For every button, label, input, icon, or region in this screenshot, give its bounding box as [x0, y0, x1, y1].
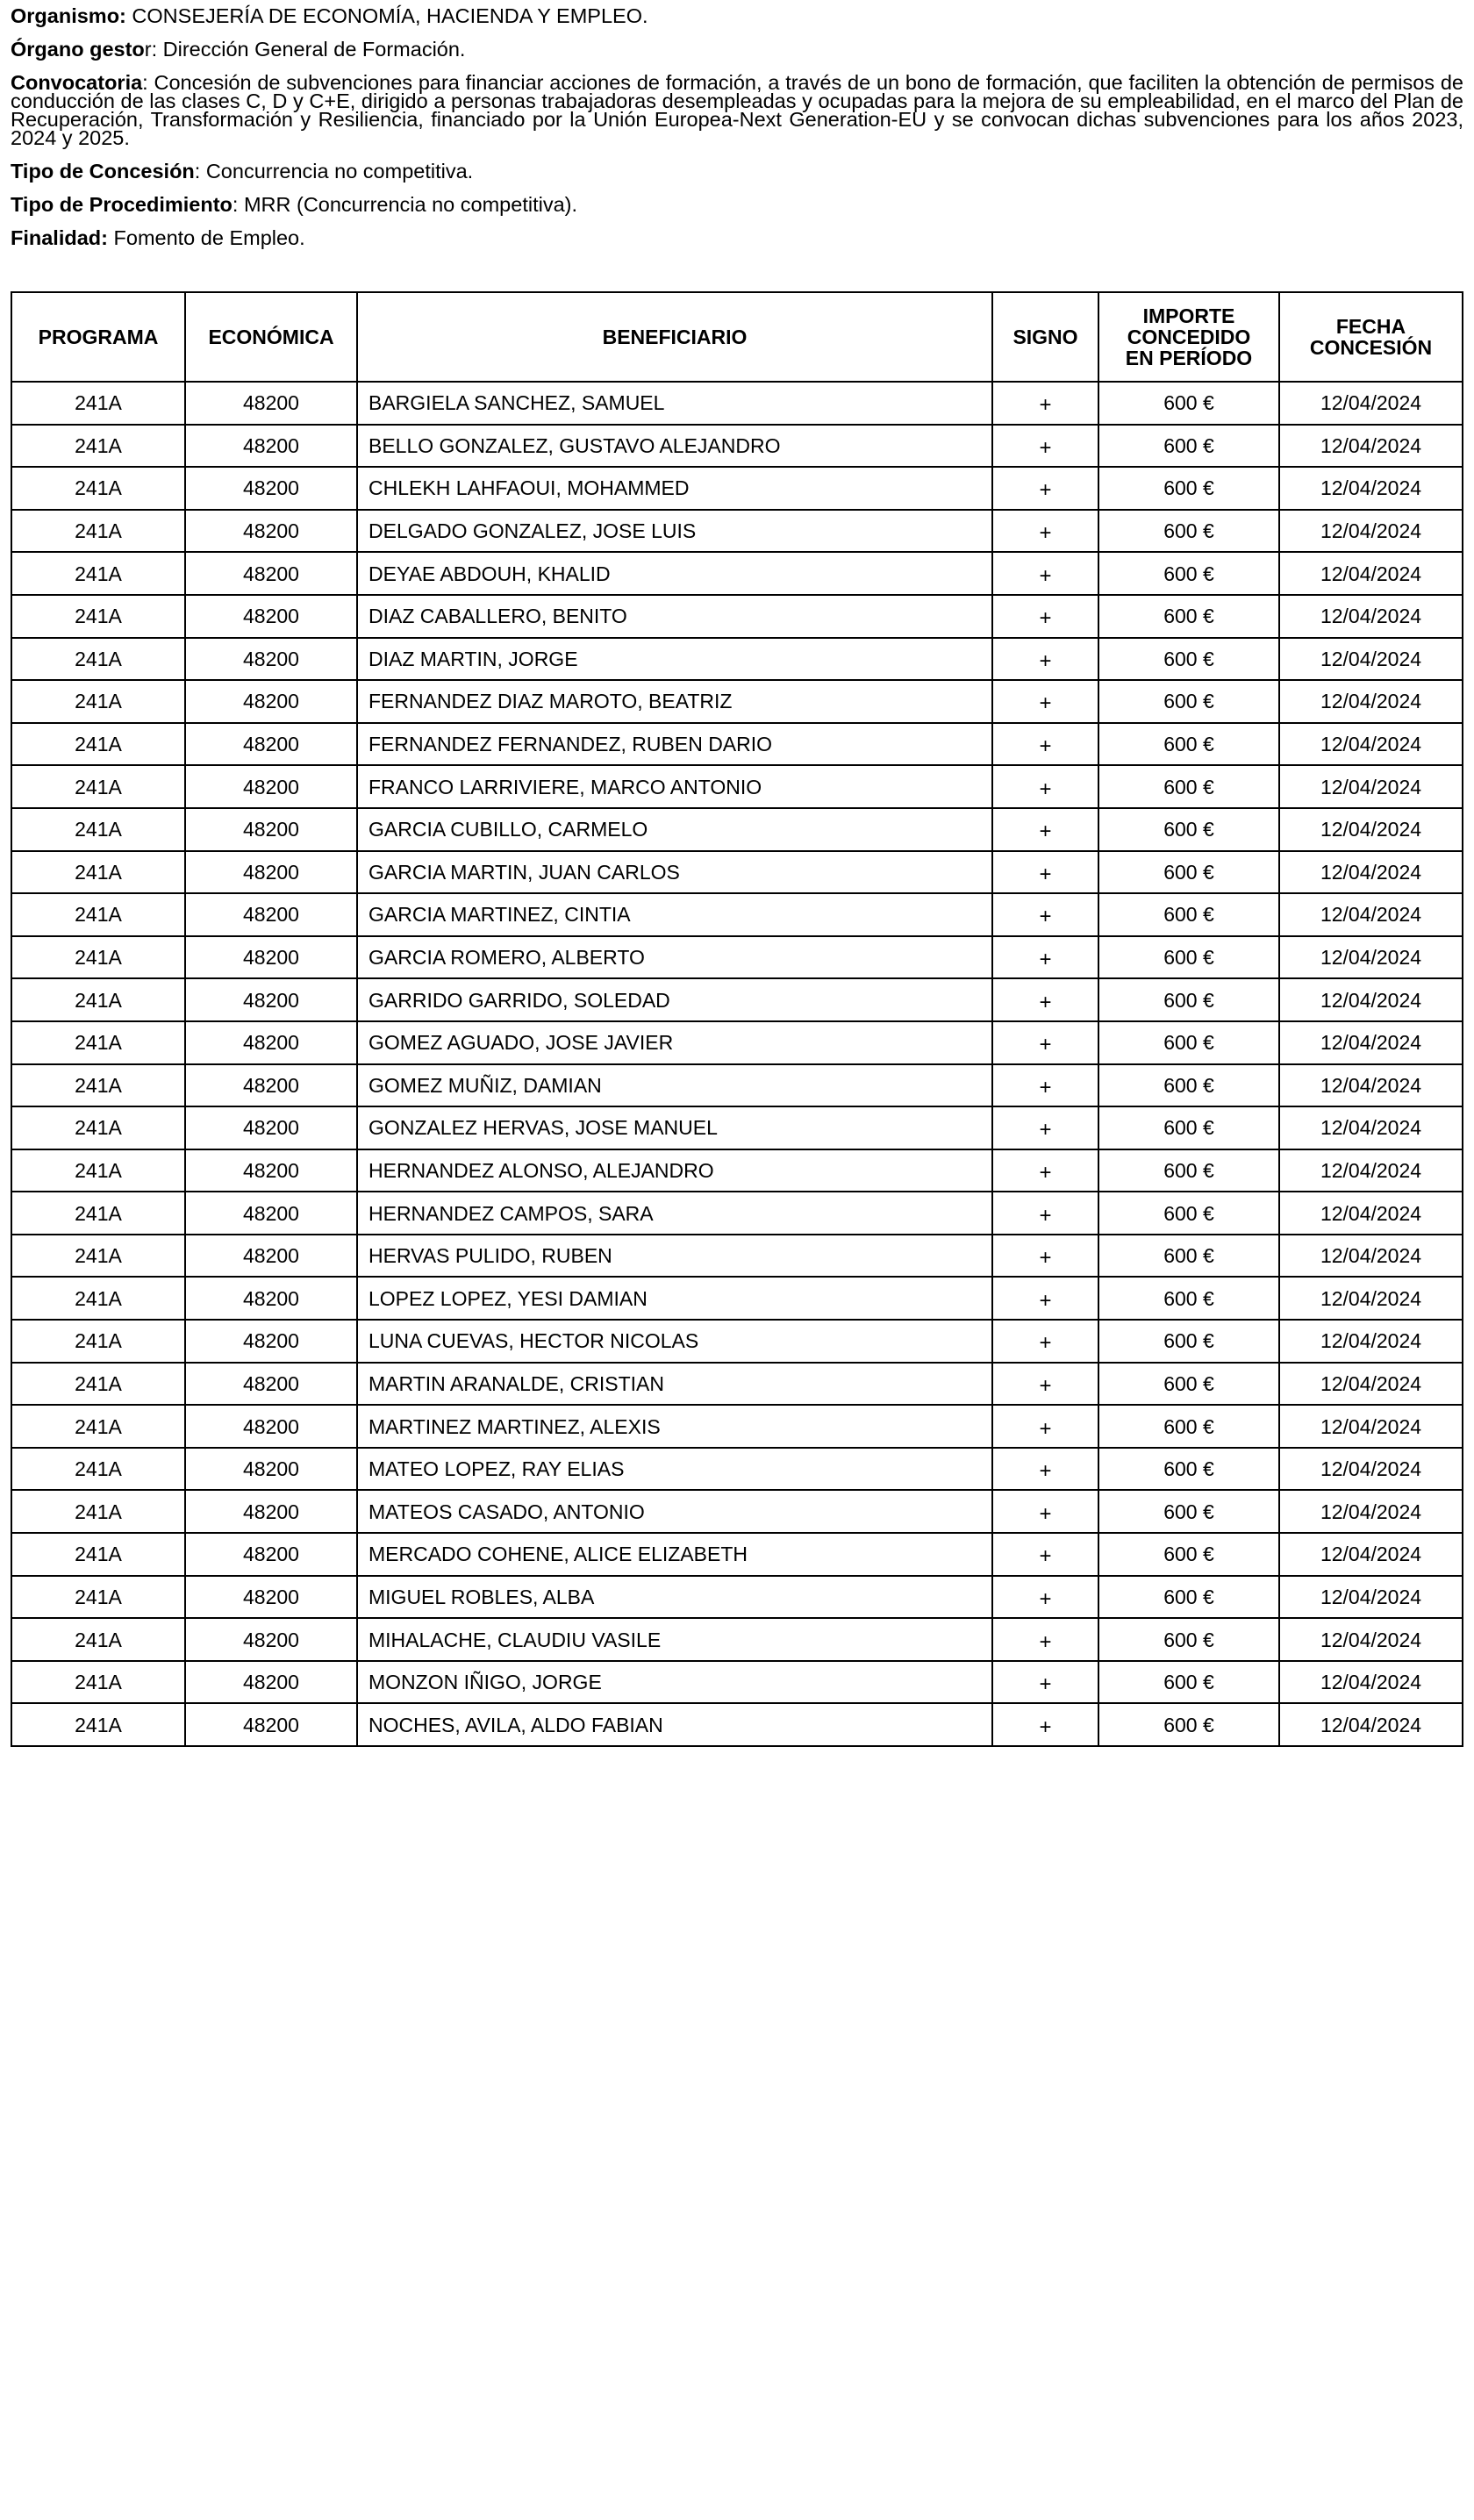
col-header-fecha-line: FECHA: [1335, 315, 1406, 338]
cell-fecha: 12/04/2024: [1279, 1363, 1463, 1406]
cell-signo: +: [992, 851, 1098, 894]
cell-fecha: 12/04/2024: [1279, 1703, 1463, 1746]
organo-gestor-value: r: Dirección General de Formación.: [144, 38, 466, 61]
cell-fecha: 12/04/2024: [1279, 1618, 1463, 1661]
cell-beneficiario: FERNANDEZ FERNANDEZ, RUBEN DARIO: [357, 723, 992, 766]
cell-signo: +: [992, 978, 1098, 1021]
cell-programa: 241A: [11, 723, 185, 766]
cell-signo: +: [992, 595, 1098, 638]
cell-importe: 600 €: [1098, 1363, 1279, 1406]
cell-programa: 241A: [11, 510, 185, 553]
cell-economica: 48200: [185, 1576, 357, 1619]
table-row: [11, 1363, 1463, 1406]
cell-economica: 48200: [185, 425, 357, 468]
cell-signo: +: [992, 638, 1098, 681]
organo-gestor-label: Órgano gesto: [11, 38, 145, 61]
cell-economica: 48200: [185, 467, 357, 510]
cell-fecha: 12/04/2024: [1279, 510, 1463, 553]
cell-programa: 241A: [11, 1277, 185, 1320]
cell-signo: +: [992, 765, 1098, 808]
cell-fecha: 12/04/2024: [1279, 1277, 1463, 1320]
cell-beneficiario: MATEO LOPEZ, RAY ELIAS: [357, 1448, 992, 1491]
table-row: [11, 1448, 1463, 1491]
tipo-concesion-label: Tipo de Concesión: [11, 160, 195, 183]
cell-beneficiario: MARTIN ARANALDE, CRISTIAN: [357, 1363, 992, 1406]
cell-fecha: 12/04/2024: [1279, 851, 1463, 894]
cell-fecha: 12/04/2024: [1279, 936, 1463, 979]
cell-programa: 241A: [11, 851, 185, 894]
cell-programa: 241A: [11, 1320, 185, 1363]
cell-signo: +: [992, 1576, 1098, 1619]
cell-fecha: 12/04/2024: [1279, 1448, 1463, 1491]
cell-programa: 241A: [11, 1490, 185, 1533]
table-row: [11, 1192, 1463, 1235]
cell-beneficiario: MONZON IÑIGO, JORGE: [357, 1661, 992, 1704]
cell-economica: 48200: [185, 1661, 357, 1704]
cell-programa: 241A: [11, 638, 185, 681]
cell-importe: 600 €: [1098, 1064, 1279, 1107]
cell-importe: 600 €: [1098, 936, 1279, 979]
cell-signo: +: [992, 425, 1098, 468]
table-row: [11, 808, 1463, 851]
table-row: [11, 1235, 1463, 1278]
cell-economica: 48200: [185, 1149, 357, 1192]
cell-fecha: 12/04/2024: [1279, 1405, 1463, 1448]
cell-economica: 48200: [185, 1021, 357, 1064]
document-header: [11, 4, 1463, 262]
cell-signo: +: [992, 1618, 1098, 1661]
cell-importe: 600 €: [1098, 1703, 1279, 1746]
cell-fecha: 12/04/2024: [1279, 1021, 1463, 1064]
cell-beneficiario: FERNANDEZ DIAZ MAROTO, BEATRIZ: [357, 680, 992, 723]
table-row: [11, 467, 1463, 510]
cell-programa: 241A: [11, 765, 185, 808]
cell-importe: 600 €: [1098, 425, 1279, 468]
cell-signo: +: [992, 1405, 1098, 1448]
col-header-programa: PROGRAMA: [11, 292, 185, 382]
cell-economica: 48200: [185, 552, 357, 595]
table-row: [11, 765, 1463, 808]
cell-economica: 48200: [185, 510, 357, 553]
cell-beneficiario: MIGUEL ROBLES, ALBA: [357, 1576, 992, 1619]
organismo-value: CONSEJERÍA DE ECONOMÍA, HACIENDA Y EMPLEO.: [125, 4, 648, 27]
cell-programa: 241A: [11, 680, 185, 723]
cell-signo: +: [992, 1021, 1098, 1064]
cell-programa: 241A: [11, 1448, 185, 1491]
cell-economica: 48200: [185, 1277, 357, 1320]
cell-programa: 241A: [11, 893, 185, 936]
cell-programa: 241A: [11, 1363, 185, 1406]
cell-economica: 48200: [185, 1490, 357, 1533]
cell-programa: 241A: [11, 1533, 185, 1576]
cell-beneficiario: MATEOS CASADO, ANTONIO: [357, 1490, 992, 1533]
cell-signo: +: [992, 1149, 1098, 1192]
cell-programa: 241A: [11, 425, 185, 468]
cell-importe: 600 €: [1098, 893, 1279, 936]
grants-table: [11, 291, 1463, 1747]
cell-beneficiario: GOMEZ AGUADO, JOSE JAVIER: [357, 1021, 992, 1064]
table-row: [11, 1703, 1463, 1746]
cell-importe: 600 €: [1098, 851, 1279, 894]
cell-importe: 600 €: [1098, 1618, 1279, 1661]
cell-signo: +: [992, 1320, 1098, 1363]
table-row: [11, 1320, 1463, 1363]
cell-beneficiario: GONZALEZ HERVAS, JOSE MANUEL: [357, 1106, 992, 1149]
cell-importe: 600 €: [1098, 1235, 1279, 1278]
cell-importe: 600 €: [1098, 1533, 1279, 1576]
cell-economica: 48200: [185, 595, 357, 638]
cell-signo: +: [992, 1106, 1098, 1149]
cell-beneficiario: NOCHES, AVILA, ALDO FABIAN: [357, 1703, 992, 1746]
cell-importe: 600 €: [1098, 1320, 1279, 1363]
cell-beneficiario: GOMEZ MUÑIZ, DAMIAN: [357, 1064, 992, 1107]
cell-fecha: 12/04/2024: [1279, 1320, 1463, 1363]
cell-importe: 600 €: [1098, 1661, 1279, 1704]
cell-fecha: 12/04/2024: [1279, 1490, 1463, 1533]
col-header-importe: [1098, 292, 1279, 382]
cell-signo: +: [992, 1064, 1098, 1107]
organismo-line: [11, 4, 1463, 27]
table-row: [11, 1021, 1463, 1064]
cell-economica: 48200: [185, 1448, 357, 1491]
cell-fecha: 12/04/2024: [1279, 425, 1463, 468]
cell-importe: 600 €: [1098, 1448, 1279, 1491]
cell-signo: +: [992, 1703, 1098, 1746]
cell-programa: 241A: [11, 1106, 185, 1149]
cell-programa: 241A: [11, 467, 185, 510]
cell-importe: 600 €: [1098, 510, 1279, 553]
finalidad-line: [11, 226, 1463, 249]
col-header-importe-line: IMPORTE: [1142, 304, 1235, 327]
cell-programa: 241A: [11, 1618, 185, 1661]
cell-beneficiario: HERNANDEZ ALONSO, ALEJANDRO: [357, 1149, 992, 1192]
table-body: [11, 382, 1463, 1746]
cell-importe: 600 €: [1098, 1277, 1279, 1320]
cell-beneficiario: LUNA CUEVAS, HECTOR NICOLAS: [357, 1320, 992, 1363]
table-row: [11, 638, 1463, 681]
table-row: [11, 1618, 1463, 1661]
tipo-concesion-line: [11, 162, 1463, 181]
cell-beneficiario: MERCADO COHENE, ALICE ELIZABETH: [357, 1533, 992, 1576]
cell-signo: +: [992, 1192, 1098, 1235]
cell-fecha: 12/04/2024: [1279, 1149, 1463, 1192]
table-row: [11, 1064, 1463, 1107]
cell-beneficiario: DELGADO GONZALEZ, JOSE LUIS: [357, 510, 992, 553]
table-header-row: [11, 292, 1463, 382]
cell-fecha: 12/04/2024: [1279, 1661, 1463, 1704]
table-row: [11, 595, 1463, 638]
cell-fecha: 12/04/2024: [1279, 893, 1463, 936]
cell-fecha: 12/04/2024: [1279, 595, 1463, 638]
table-row: [11, 851, 1463, 894]
cell-programa: 241A: [11, 1235, 185, 1278]
tipo-procedimiento-label: Tipo de Procedimiento: [11, 193, 233, 216]
cell-fecha: 12/04/2024: [1279, 1235, 1463, 1278]
cell-beneficiario: BELLO GONZALEZ, GUSTAVO ALEJANDRO: [357, 425, 992, 468]
col-header-fecha-line: CONCESIÓN: [1309, 336, 1433, 359]
cell-beneficiario: FRANCO LARRIVIERE, MARCO ANTONIO: [357, 765, 992, 808]
cell-beneficiario: DIAZ MARTIN, JORGE: [357, 638, 992, 681]
cell-importe: 600 €: [1098, 1490, 1279, 1533]
cell-importe: 600 €: [1098, 680, 1279, 723]
table-row: [11, 936, 1463, 979]
cell-beneficiario: HERVAS PULIDO, RUBEN: [357, 1235, 992, 1278]
cell-importe: 600 €: [1098, 765, 1279, 808]
cell-importe: 600 €: [1098, 382, 1279, 425]
tipo-concesion-value: : Concurrencia no competitiva.: [194, 160, 474, 183]
convocatoria-line: [11, 71, 1463, 149]
cell-programa: 241A: [11, 1703, 185, 1746]
convocatoria-label: Convocatoria: [11, 71, 143, 94]
cell-importe: 600 €: [1098, 552, 1279, 595]
table-row: [11, 1661, 1463, 1704]
cell-economica: 48200: [185, 1703, 357, 1746]
cell-programa: 241A: [11, 808, 185, 851]
table-row: [11, 1405, 1463, 1448]
cell-signo: +: [992, 1363, 1098, 1406]
col-header-signo: SIGNO: [992, 292, 1098, 382]
cell-fecha: 12/04/2024: [1279, 638, 1463, 681]
col-header-beneficiario: BENEFICIARIO: [357, 292, 992, 382]
cell-signo: +: [992, 1235, 1098, 1278]
cell-programa: 241A: [11, 1021, 185, 1064]
cell-signo: +: [992, 1533, 1098, 1576]
cell-economica: 48200: [185, 1235, 357, 1278]
col-header-importe-line: CONCEDIDO: [1127, 326, 1251, 348]
cell-economica: 48200: [185, 893, 357, 936]
cell-importe: 600 €: [1098, 1021, 1279, 1064]
cell-fecha: 12/04/2024: [1279, 382, 1463, 425]
cell-signo: +: [992, 808, 1098, 851]
col-header-importe-line: EN PERÍODO: [1125, 347, 1253, 369]
cell-beneficiario: GARCIA ROMERO, ALBERTO: [357, 936, 992, 979]
cell-economica: 48200: [185, 808, 357, 851]
cell-economica: 48200: [185, 936, 357, 979]
cell-economica: 48200: [185, 1320, 357, 1363]
cell-signo: +: [992, 723, 1098, 766]
cell-economica: 48200: [185, 1533, 357, 1576]
cell-beneficiario: DIAZ CABALLERO, BENITO: [357, 595, 992, 638]
cell-beneficiario: MARTINEZ MARTINEZ, ALEXIS: [357, 1405, 992, 1448]
table-row: [11, 723, 1463, 766]
cell-importe: 600 €: [1098, 595, 1279, 638]
table-row: [11, 1490, 1463, 1533]
cell-importe: 600 €: [1098, 808, 1279, 851]
cell-signo: +: [992, 510, 1098, 553]
cell-signo: +: [992, 936, 1098, 979]
cell-economica: 48200: [185, 638, 357, 681]
cell-importe: 600 €: [1098, 1405, 1279, 1448]
table-row: [11, 510, 1463, 553]
cell-programa: 241A: [11, 382, 185, 425]
organo-gestor-line: [11, 40, 1463, 59]
convocatoria-value: : Concesión de subvenciones para financiar acciones de formación, a través de un bono de formación, que faciliten la obtención de permisos de conducción de las clases C, D y C+E, dirigido a personas trabajadoras desempleadas y ocupadas para la mejora de su empleabilidad, en el marco del Plan de Recuperación, Transformación y Resiliencia, financiado por la Unión Europea-Next Generation-EU y se convocan dichas subvenciones para los años 2023, 2024 y 2025.: [11, 71, 1463, 149]
cell-beneficiario: LOPEZ LOPEZ, YESI DAMIAN: [357, 1277, 992, 1320]
cell-signo: +: [992, 1448, 1098, 1491]
cell-economica: 48200: [185, 851, 357, 894]
cell-economica: 48200: [185, 1363, 357, 1406]
cell-importe: 600 €: [1098, 1149, 1279, 1192]
cell-importe: 600 €: [1098, 723, 1279, 766]
cell-importe: 600 €: [1098, 1576, 1279, 1619]
table-row: [11, 680, 1463, 723]
cell-economica: 48200: [185, 978, 357, 1021]
cell-beneficiario: MIHALACHE, CLAUDIU VASILE: [357, 1618, 992, 1661]
cell-fecha: 12/04/2024: [1279, 1106, 1463, 1149]
cell-economica: 48200: [185, 1064, 357, 1107]
cell-programa: 241A: [11, 978, 185, 1021]
table-row: [11, 1149, 1463, 1192]
table-row: [11, 425, 1463, 468]
cell-programa: 241A: [11, 1576, 185, 1619]
cell-fecha: 12/04/2024: [1279, 978, 1463, 1021]
cell-programa: 241A: [11, 595, 185, 638]
cell-signo: +: [992, 1661, 1098, 1704]
table-row: [11, 382, 1463, 425]
cell-fecha: 12/04/2024: [1279, 1533, 1463, 1576]
cell-beneficiario: GARCIA MARTINEZ, CINTIA: [357, 893, 992, 936]
organismo-label: Organismo:: [11, 4, 126, 27]
table-row: [11, 1106, 1463, 1149]
cell-programa: 241A: [11, 1192, 185, 1235]
cell-importe: 600 €: [1098, 978, 1279, 1021]
col-header-fecha: [1279, 292, 1463, 382]
table-row: [11, 552, 1463, 595]
cell-programa: 241A: [11, 936, 185, 979]
table-row: [11, 1576, 1463, 1619]
cell-economica: 48200: [185, 680, 357, 723]
cell-signo: +: [992, 893, 1098, 936]
cell-beneficiario: HERNANDEZ CAMPOS, SARA: [357, 1192, 992, 1235]
cell-signo: +: [992, 552, 1098, 595]
cell-economica: 48200: [185, 1192, 357, 1235]
cell-fecha: 12/04/2024: [1279, 552, 1463, 595]
cell-fecha: 12/04/2024: [1279, 467, 1463, 510]
cell-beneficiario: BARGIELA SANCHEZ, SAMUEL: [357, 382, 992, 425]
table-row: [11, 978, 1463, 1021]
table-row: [11, 893, 1463, 936]
cell-economica: 48200: [185, 1618, 357, 1661]
cell-beneficiario: CHLEKH LAHFAOUI, MOHAMMED: [357, 467, 992, 510]
cell-programa: 241A: [11, 1661, 185, 1704]
tipo-procedimiento-line: [11, 193, 1463, 216]
table-row: [11, 1533, 1463, 1576]
cell-signo: +: [992, 1277, 1098, 1320]
cell-beneficiario: GARRIDO GARRIDO, SOLEDAD: [357, 978, 992, 1021]
cell-fecha: 12/04/2024: [1279, 723, 1463, 766]
cell-economica: 48200: [185, 765, 357, 808]
cell-signo: +: [992, 1490, 1098, 1533]
table-row: [11, 1277, 1463, 1320]
cell-economica: 48200: [185, 1106, 357, 1149]
cell-economica: 48200: [185, 723, 357, 766]
cell-economica: 48200: [185, 382, 357, 425]
cell-fecha: 12/04/2024: [1279, 1064, 1463, 1107]
cell-fecha: 12/04/2024: [1279, 765, 1463, 808]
finalidad-label: Finalidad:: [11, 226, 108, 249]
cell-programa: 241A: [11, 1405, 185, 1448]
finalidad-value: Fomento de Empleo.: [107, 226, 305, 249]
cell-beneficiario: GARCIA CUBILLO, CARMELO: [357, 808, 992, 851]
cell-programa: 241A: [11, 552, 185, 595]
col-header-economica: ECONÓMICA: [185, 292, 357, 382]
cell-programa: 241A: [11, 1064, 185, 1107]
cell-beneficiario: DEYAE ABDOUH, KHALID: [357, 552, 992, 595]
cell-programa: 241A: [11, 1149, 185, 1192]
cell-beneficiario: GARCIA MARTIN, JUAN CARLOS: [357, 851, 992, 894]
cell-importe: 600 €: [1098, 467, 1279, 510]
cell-fecha: 12/04/2024: [1279, 1576, 1463, 1619]
cell-importe: 600 €: [1098, 638, 1279, 681]
tipo-procedimiento-value: : MRR (Concurrencia no competitiva).: [232, 193, 577, 216]
cell-fecha: 12/04/2024: [1279, 1192, 1463, 1235]
cell-economica: 48200: [185, 1405, 357, 1448]
cell-fecha: 12/04/2024: [1279, 680, 1463, 723]
cell-importe: 600 €: [1098, 1106, 1279, 1149]
cell-signo: +: [992, 680, 1098, 723]
cell-signo: +: [992, 382, 1098, 425]
cell-importe: 600 €: [1098, 1192, 1279, 1235]
cell-fecha: 12/04/2024: [1279, 808, 1463, 851]
cell-signo: +: [992, 467, 1098, 510]
